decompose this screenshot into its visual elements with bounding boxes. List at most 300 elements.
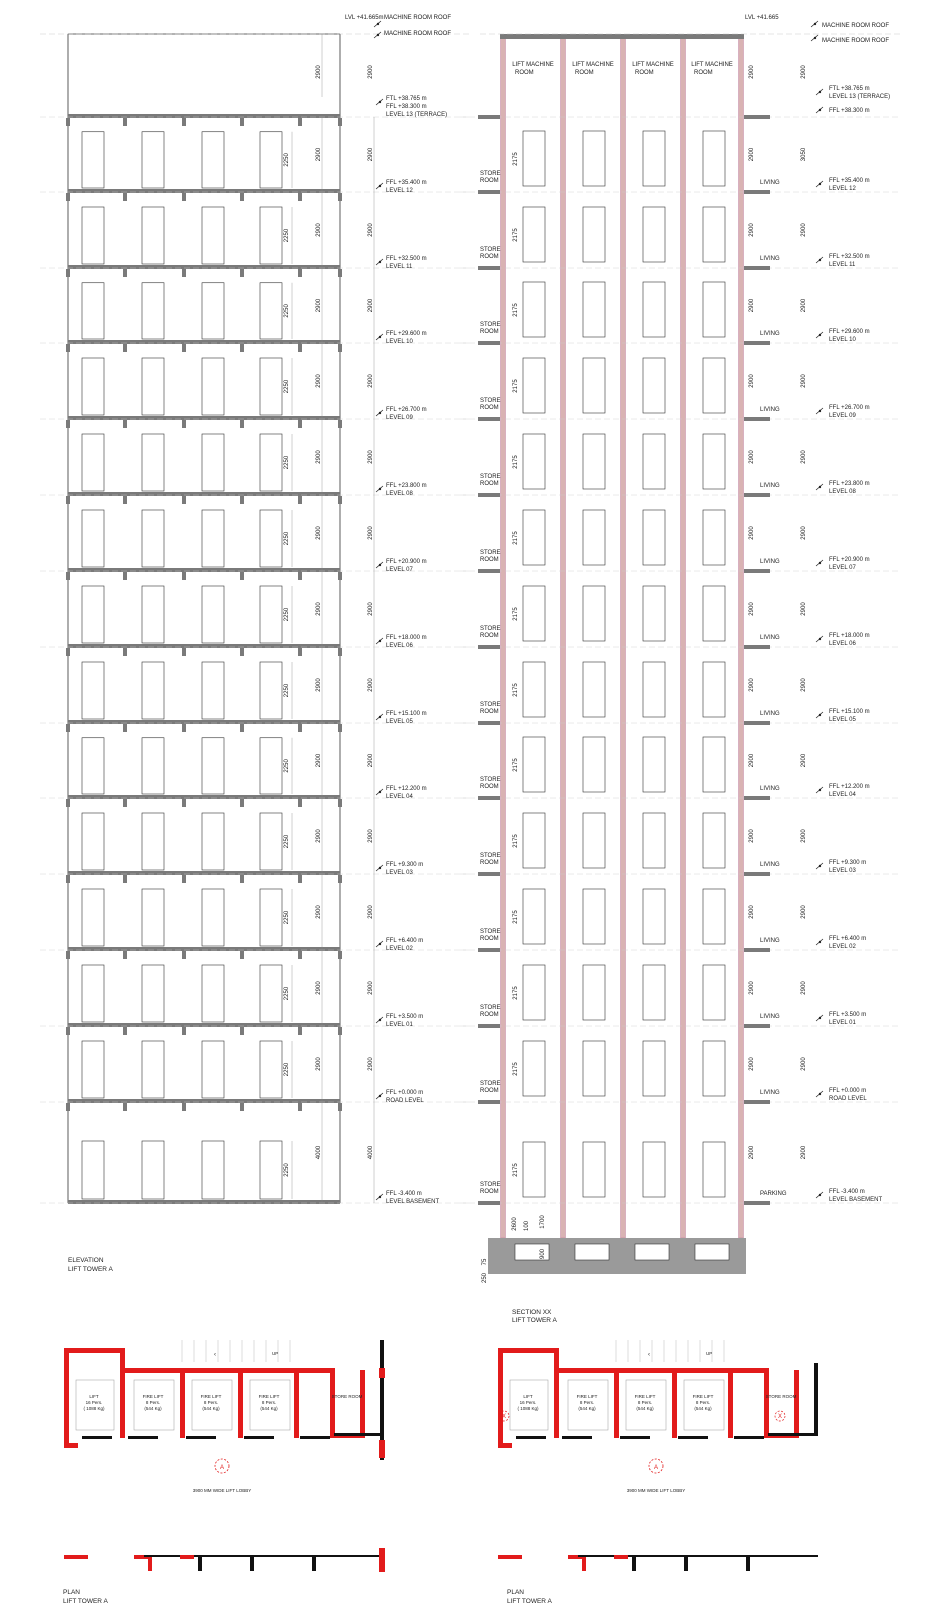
elevation-beam-stub [182, 1027, 186, 1035]
elevation-storey-dim: 2900 [316, 526, 322, 540]
level-marker-dot [819, 941, 821, 943]
plan-lift-persons: 8 Pers. [203, 1400, 219, 1405]
elevation-beam-stub [298, 269, 302, 277]
section-level-ffl: FFL +15.100 m [829, 709, 870, 715]
elevation-beam-stub [182, 648, 186, 656]
elevation-beam-stub [240, 269, 244, 277]
level-marker-dot [379, 791, 381, 793]
section-level-name: LEVEL 10 [829, 337, 856, 343]
section-level-marker [816, 636, 823, 642]
elevation-beam-stub [240, 1103, 244, 1111]
elevation-level-marker [376, 259, 383, 265]
elevation-ext-dim: 2900 [368, 981, 374, 995]
elevation-beam-stub [338, 344, 342, 352]
elevation-beam-stub [298, 344, 302, 352]
elevation-level-marker [376, 1093, 383, 1099]
section-right-slab [744, 1024, 770, 1028]
elevation-lift-door [260, 813, 282, 870]
elevation-lift-door [82, 1141, 104, 1199]
elevation-beam-stub [66, 1103, 70, 1111]
section-left-slab [478, 948, 500, 952]
elevation-level-marker [376, 1194, 383, 1200]
level-marker-dot [377, 34, 379, 36]
elevation-beam-stub [338, 875, 342, 883]
level-marker-dot [377, 23, 379, 25]
plan-red-wall [764, 1368, 769, 1438]
level-marker-dot [819, 259, 821, 261]
section-lift-door [643, 965, 665, 1020]
section-store-label: STORE [480, 171, 501, 177]
section-right-dim: 2900 [749, 147, 755, 162]
elevation-level-marker [376, 99, 383, 105]
elevation-level-name: LEVEL 04 [386, 794, 413, 800]
elevation-beam-stub [298, 951, 302, 959]
elevation-level-ffl: FFL +12.200 m [386, 786, 427, 792]
section-shaft-wall [501, 38, 506, 1238]
elevation-beam-stub [123, 724, 127, 732]
section-right-slab [744, 721, 770, 725]
elevation-level-name: LEVEL 09 [386, 415, 413, 421]
section-right-dim-ext: 2900 [801, 678, 807, 692]
section-living-label: LIVING [760, 1090, 780, 1096]
section-right-dim: 2900 [749, 298, 755, 313]
section-level-name: LEVEL 06 [829, 641, 856, 647]
elevation-beam-stub [298, 648, 302, 656]
plan-lift-persons: 8 Pers. [637, 1400, 653, 1405]
level-marker-dot [379, 336, 381, 338]
section-right-dim: 2900 [749, 450, 755, 464]
section-pit-dim: 1700 [540, 1215, 546, 1229]
elevation-ext-dim: 2900 [368, 374, 374, 388]
elevation-lift-door [260, 434, 282, 491]
section-right-dim: 2900 [749, 602, 755, 616]
section-lift-door [703, 510, 725, 565]
elevation-level-marker [376, 789, 383, 795]
plan-lift-capacity: (544 Kg) [144, 1406, 162, 1411]
elevation-beam-stub [182, 724, 186, 732]
section-level-marker [816, 89, 823, 95]
level-marker-dot [379, 716, 381, 718]
elevation-machine-dim-ext: 2900 [368, 65, 374, 79]
plan-stair-arrow: ‹ [648, 1352, 650, 1358]
elevation-level-ffl: FFL +15.100 m [386, 711, 427, 717]
elevation-slab [68, 644, 340, 648]
section-right-slab [744, 417, 770, 421]
elevation-beam-stub [123, 1103, 127, 1111]
elevation-ext-dim: 2900 [368, 450, 374, 464]
plan-bottom-post [684, 1555, 688, 1571]
elevation-slab [68, 340, 340, 344]
section-store-label: STORE [480, 474, 501, 480]
plan-red-wall [238, 1368, 243, 1438]
section-store-label: STORE [480, 1081, 501, 1087]
section-level-name: LEVEL 12 [829, 186, 856, 192]
elevation-lift-door [142, 358, 164, 415]
section-pit-dim: 2600 [512, 1217, 518, 1231]
section-level-ffl: FFL +6.400 m [829, 936, 867, 942]
plan-red-wall [554, 1368, 769, 1373]
section-lift-door [703, 282, 725, 337]
section-lift-door [643, 131, 665, 186]
section-level-ffl: FFL +23.800 m [829, 481, 870, 487]
elevation-slab [68, 720, 340, 724]
elevation-storey-dim: 4000 [316, 1145, 322, 1160]
elevation-ext-dim: 2900 [368, 905, 374, 919]
plan-up-label: UP [706, 1351, 713, 1356]
elevation-lift-door [82, 510, 104, 567]
section-living-label: LIVING [760, 1014, 780, 1020]
section-level-name: LEVEL 08 [829, 489, 856, 495]
section-right-dim-ext: 2900 [801, 905, 807, 919]
section-lift-door [583, 586, 605, 641]
section-store-label: STORE [480, 247, 501, 253]
section-right-dim: 2900 [749, 905, 755, 919]
plan-lobby-label: 3900 MM WIDE LIFT LOBBY [192, 1488, 252, 1493]
section-lift-door [643, 282, 665, 337]
section-door-dim: 2175 [513, 531, 519, 545]
section-machine-room-label: LIFT MACHINE [632, 62, 674, 68]
elevation-beam-stub [123, 1027, 127, 1035]
elevation-lift-door [142, 1041, 164, 1098]
elevation-beam-stub [298, 193, 302, 201]
elevation-level-ffl: FFL +18.000 m [386, 635, 427, 641]
elevation-level-ffl: FFL +3.500 m [386, 1014, 424, 1020]
section-shaft-wall [739, 38, 744, 1238]
section-door-dim: 2175 [513, 455, 519, 469]
section-roof-label: MACHINE ROOM ROOF [822, 23, 889, 29]
plan-lift-door-sill [620, 1436, 650, 1439]
elevation-lift-door [82, 889, 104, 946]
elevation-level-ffl: FFL +32.500 m [386, 256, 427, 262]
elevation-door-dim: 2250 [284, 607, 290, 622]
plan-up-label: UP [272, 1351, 279, 1356]
section-pit-dim: 250 [482, 1272, 488, 1284]
plan-right-subtitle: LIFT TOWER A [507, 1598, 552, 1605]
plan-left-title: PLAN [63, 1589, 80, 1596]
plan-lift-persons: 16 Pers. [519, 1400, 537, 1405]
section-lift-door [523, 813, 545, 868]
elevation-beam-stub [182, 1103, 186, 1111]
plan-lift-name: FIRE LIFT [258, 1394, 280, 1399]
level-marker-dot [819, 109, 821, 111]
elevation-slab [68, 1023, 340, 1027]
elevation-beam-stub [240, 420, 244, 428]
section-pit-void [695, 1244, 729, 1260]
plan-black-wall [768, 1433, 818, 1436]
plan-red-wall [294, 1368, 299, 1438]
section-left-slab [478, 872, 500, 876]
elevation-storey-dim: 2900 [316, 1057, 322, 1071]
level-marker-dot [814, 23, 816, 25]
section-top-level: LVL +41.665 [745, 15, 779, 21]
section-right-slab [744, 796, 770, 800]
section-lift-door [583, 1041, 605, 1096]
elevation-level-ffl: FFL +35.400 m [386, 180, 427, 186]
elevation-level-name: LEVEL 02 [386, 946, 413, 952]
section-level-name: LEVEL 05 [829, 717, 856, 723]
elevation-door-dim: 2250 [284, 228, 290, 243]
plan-lift-cabin [568, 1380, 608, 1430]
plan-lift-persons: 8 Pers. [695, 1400, 711, 1405]
section-right-slab [744, 569, 770, 573]
section-store-label: STORE [480, 702, 501, 708]
elevation-roof-marker [374, 32, 381, 38]
elevation-beam-stub [338, 1027, 342, 1035]
elevation-beam-stub [298, 875, 302, 883]
elevation-level-marker [376, 183, 383, 189]
plan-bottom-post [312, 1555, 316, 1571]
section-roof-marker [811, 35, 818, 41]
section-store-label-2: ROOM [480, 633, 499, 639]
elevation-lift-door [202, 738, 224, 794]
elevation-lift-door [142, 283, 164, 339]
elevation-roof-label: MACHINE ROOM ROOF [384, 15, 451, 21]
elevation-beam-stub [123, 118, 127, 126]
elevation-lift-door [260, 1141, 282, 1199]
section-lift-door [523, 1041, 545, 1096]
elevation-slab [68, 568, 340, 572]
plan-lift-cabin [626, 1380, 666, 1430]
section-left-slab [478, 1201, 500, 1205]
plan-red-wall [180, 1368, 185, 1438]
elevation-lift-door [142, 1141, 164, 1199]
elevation-lift-door [202, 586, 224, 643]
section-left-slab [478, 1024, 500, 1028]
plan-store-room-label: STORE ROOM [331, 1394, 363, 1399]
plan-red-wall [614, 1368, 619, 1438]
section-lift-door [703, 1041, 725, 1096]
elevation-beam-stub [182, 344, 186, 352]
section-right-dim: 2900 [749, 223, 755, 237]
plan-lift-door-sill [300, 1436, 330, 1439]
elevation-beam-stub [240, 1027, 244, 1035]
section-living-label: LIVING [760, 331, 780, 337]
elevation-beam-stub [240, 344, 244, 352]
level-marker-dot [819, 334, 821, 336]
elevation-door-dim: 2250 [284, 379, 290, 394]
section-subtitle: LIFT TOWER A [512, 1317, 557, 1324]
section-right-dim-ext: 2900 [801, 298, 807, 313]
elevation-lift-door [82, 358, 104, 415]
plan-lift-cabin [684, 1380, 724, 1430]
section-level-name: LEVEL 07 [829, 565, 856, 571]
elevation-level-ffl-2: FFL +38.300 m [386, 104, 427, 110]
elevation-lift-door [202, 1041, 224, 1098]
section-right-dim-ext: 2900 [801, 1057, 807, 1071]
elevation-beam-stub [123, 193, 127, 201]
elevation-lift-door [202, 358, 224, 415]
elevation-ext-dim: 2900 [368, 147, 374, 162]
elevation-lift-door [260, 207, 282, 264]
elevation-door-dim: 2250 [284, 531, 290, 546]
level-marker-dot [379, 261, 381, 263]
elevation-level-name: LEVEL 05 [386, 719, 413, 725]
elevation-storey-dim: 2900 [316, 602, 322, 616]
section-store-label: STORE [480, 853, 501, 859]
plan-side-red [379, 1548, 385, 1572]
section-lift-door [703, 889, 725, 944]
section-level-ffl-2: FFL +38.300 m [829, 108, 870, 114]
section-living-label: LIVING [760, 559, 780, 565]
elevation-beam-stub [298, 118, 302, 126]
elevation-door-dim: 2250 [284, 1163, 290, 1177]
elevation-ext-dim: 4000 [368, 1145, 374, 1160]
plan-lift-door-sill [562, 1436, 592, 1439]
elevation-beam-stub [298, 1027, 302, 1035]
level-marker-dot [819, 638, 821, 640]
elevation-lift-door [202, 283, 224, 339]
plan-lift-cabin [134, 1380, 174, 1430]
elevation-lift-door [142, 738, 164, 794]
section-right-slab [744, 1201, 770, 1205]
elevation-level-marker [376, 410, 383, 416]
elevation-roof-label-2: MACHINE ROOM ROOF [384, 31, 451, 37]
elevation-beam-stub [338, 118, 342, 126]
plan-section-marker-x [775, 1411, 785, 1421]
elevation-lift-door [202, 434, 224, 491]
section-store-label-2: ROOM [480, 481, 499, 487]
elevation-level-marker [376, 865, 383, 871]
elevation-machine-dim: 2900 [316, 65, 322, 79]
elevation-slab [68, 947, 340, 951]
plan-red-wall [64, 1348, 124, 1353]
plan-bottom-red-wall [582, 1555, 586, 1571]
section-lift-door [643, 662, 665, 717]
elevation-level-name: LEVEL 01 [386, 1022, 413, 1028]
section-door-dim: 2175 [513, 303, 519, 317]
section-title: SECTION XX [512, 1309, 552, 1316]
section-level-ffl: FFL +9.300 m [829, 860, 867, 866]
elevation-level-name: ROAD LEVEL [386, 1098, 424, 1104]
elevation-subtitle: LIFT TOWER A [68, 1266, 113, 1273]
elevation-lift-door [82, 1041, 104, 1098]
section-store-label: STORE [480, 398, 501, 404]
level-marker-dot [379, 412, 381, 414]
elevation-beam-stub [298, 724, 302, 732]
elevation-beam-stub [240, 118, 244, 126]
plan-red-wall [330, 1368, 335, 1438]
section-level-ffl: FFL +0.000 m [829, 1088, 867, 1094]
section-lift-door [703, 586, 725, 641]
elevation-lift-door [82, 586, 104, 643]
section-parking-label: PARKING [760, 1191, 787, 1197]
section-living-label: LIVING [760, 256, 780, 262]
section-store-label-2: ROOM [480, 1012, 499, 1018]
plan-lobby-label: 3900 MM WIDE LIFT LOBBY [626, 1488, 686, 1493]
elevation-level-ffl: FTL +38.765 m [386, 96, 427, 102]
section-lift-door [583, 889, 605, 944]
section-left-slab [478, 796, 500, 800]
section-living-label: LIVING [760, 862, 780, 868]
section-left-slab [478, 1100, 500, 1104]
elevation-beam-stub [182, 572, 186, 580]
section-store-label-2: ROOM [480, 1189, 499, 1195]
section-living-label: LIVING [760, 407, 780, 413]
section-door-dim: 2175 [513, 1062, 519, 1076]
elevation-door-dim: 2250 [284, 910, 290, 925]
section-level-marker [816, 181, 823, 187]
elevation-ext-dim: 2900 [368, 1057, 374, 1071]
elevation-lift-door [202, 207, 224, 264]
elevation-beam-stub [123, 799, 127, 807]
elevation-level-ffl: FFL +6.400 m [386, 938, 424, 944]
elevation-lift-door [260, 586, 282, 643]
section-level-name: LEVEL 03 [829, 868, 856, 874]
elevation-beam-stub [240, 799, 244, 807]
section-machine-dim-ext: 2900 [801, 65, 807, 79]
elevation-beam-stub [123, 572, 127, 580]
plan-store-room-label: STORE ROOM [765, 1394, 797, 1399]
section-lift-door [523, 889, 545, 944]
section-store-label-2: ROOM [480, 784, 499, 790]
elevation-door-dim: 2250 [284, 834, 290, 849]
section-level-marker [816, 863, 823, 869]
plan-red-wall [554, 1368, 559, 1438]
elevation-beam-stub [123, 420, 127, 428]
section-living-label: LIVING [760, 786, 780, 792]
plan-bottom-red-wall [148, 1555, 152, 1571]
elevation-beam-stub [66, 951, 70, 959]
elevation-beam-stub [182, 193, 186, 201]
section-door-dim: 2175 [513, 379, 519, 393]
plan-bottom-red-wall [498, 1555, 522, 1559]
elevation-door-dim: 2250 [284, 304, 290, 318]
section-level-ffl: FFL +35.400 m [829, 178, 870, 184]
plan-bottom-post [746, 1555, 750, 1571]
plan-lift-door-sill [186, 1436, 216, 1439]
plan-left-subtitle: LIFT TOWER A [63, 1598, 108, 1605]
section-living-label: LIVING [760, 483, 780, 489]
elevation-level-name: LEVEL BASEMENT [386, 1199, 440, 1205]
section-store-label: STORE [480, 1005, 501, 1011]
section-level-name: LEVEL 09 [829, 413, 856, 419]
section-left-slab [478, 115, 500, 119]
section-level-name: ROAD LEVEL [829, 1096, 867, 1102]
level-marker-dot [819, 1093, 821, 1095]
elevation-storey-dim: 2900 [316, 450, 322, 464]
section-right-dim-ext: 2900 [801, 981, 807, 995]
section-store-label-2: ROOM [480, 860, 499, 866]
plan-lift-door-sill [82, 1436, 112, 1439]
elevation-beam-stub [240, 193, 244, 201]
section-lift-door [523, 131, 545, 186]
section-level-name: LEVEL BASEMENT [829, 1197, 883, 1203]
elevation-beam-stub [338, 193, 342, 201]
level-marker-dot [379, 488, 381, 490]
section-lift-door [643, 1041, 665, 1096]
elevation-level-name: LEVEL 13 (TERRACE) [386, 112, 448, 118]
elevation-door-dim: 2250 [284, 153, 290, 167]
section-machine-room-label: LIFT MACHINE [691, 62, 733, 68]
plan-right-lift-tower-a [498, 1340, 818, 1571]
section-store-label-2: ROOM [480, 254, 499, 260]
elevation-lift-door [260, 1041, 282, 1098]
plan-bottom-red-wall [614, 1555, 628, 1559]
section-lift-door [523, 207, 545, 262]
section-level-ffl: FTL +38.765 m [829, 86, 870, 92]
elevation-ext-dim: 2900 [368, 753, 374, 768]
section-lift-door [583, 510, 605, 565]
section-level-name: LEVEL 04 [829, 792, 856, 798]
section-lift-door [523, 737, 545, 792]
section-level-name: LEVEL 13 (TERRACE) [829, 94, 891, 100]
section-machine-room-label: LIFT MACHINE [512, 62, 554, 68]
elevation-level-ffl: FFL +0.000 m [386, 1090, 424, 1096]
plan-lift-cabin [76, 1380, 114, 1430]
elevation-beam-stub [298, 1103, 302, 1111]
section-lift-door [703, 207, 725, 262]
plan-lift-capacity: (544 Kg) [636, 1406, 654, 1411]
